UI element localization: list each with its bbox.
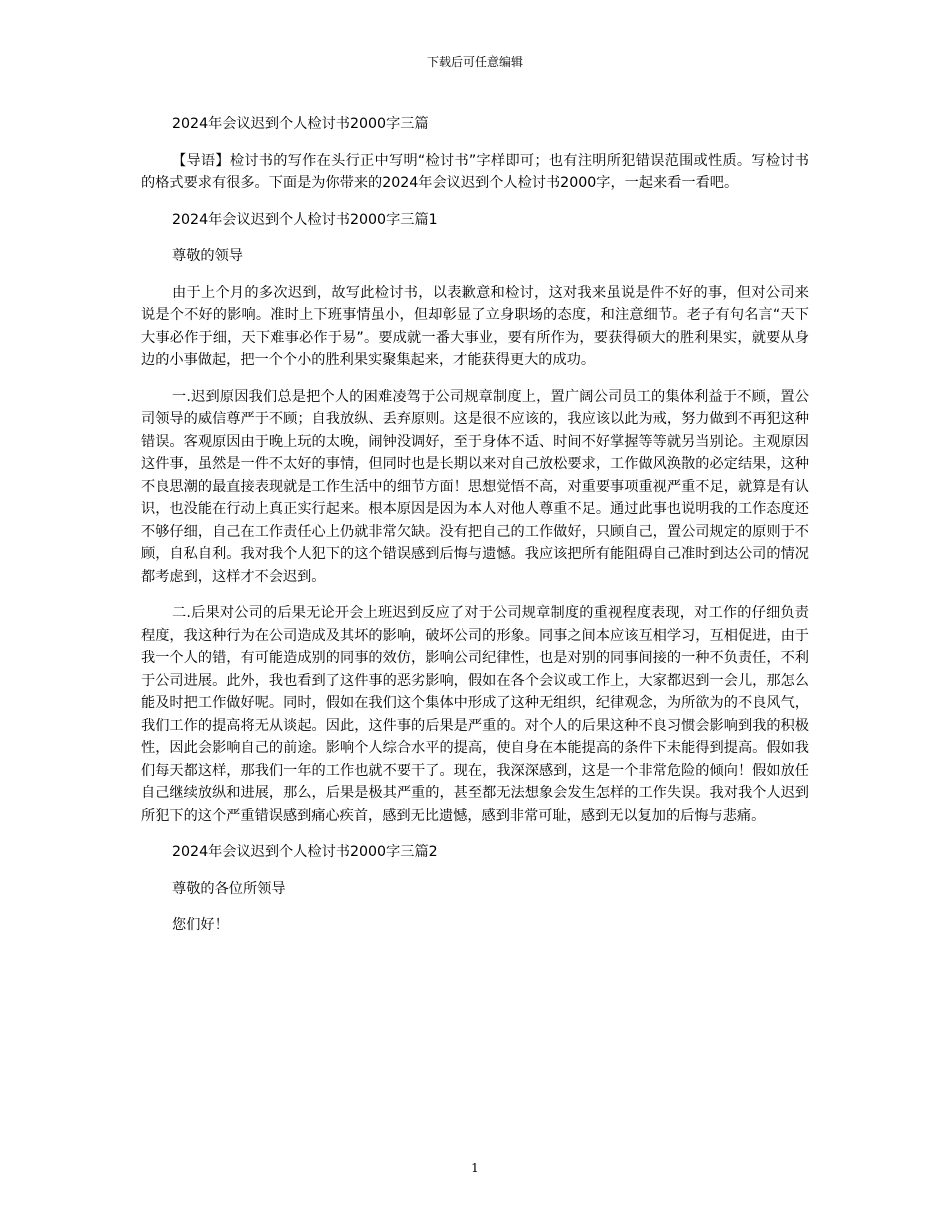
body-paragraph: 一.迟到原因我们总是把个人的困难凌驾于公司规章制度上，置广阔公司员工的集体利益于不顾，置公司领导的威信尊严于不顾；自我放纵、丢弃原则。这是很不应该的，我应该以此为戒，努力做到不再犯这种错误。客观原因由于晚上玩的太晚，闹钟没调好，至于身体不适、时间不好掌握等等就另当别论。主观原因这件事，虽然是一件不太好的事情，但同时也是长期以来对自己放松要求，工作做风涣散的必定结果，这种不良思潮的最直接表现就是工作生活中的细节方面！思想觉悟不高，对重要事项重视严重不足，就算是有认识，也没能在行动上真正实行起来。根本原因是因为本人对他人尊重不足。通过此事也说明我的工作态度还不够仔细，自己在工作责任心上仍就非常欠缺。没有把自己的工作做好，只顾自己，置公司规定的原则于不顾，自私自利。我对我个人犯下的这个错误感到后悔与遗憾。我应该把所有能阻碍自己准时到达公司的情况都考虑到，这样才不会迟到。 <box>141 388 809 585</box>
document-body <box>141 113 809 951</box>
salutation-2: 尊敬的各位所领导 <box>172 880 286 897</box>
body-paragraph: 由于上个月的多次迟到，故写此检讨书，以表歉意和检讨，这对我来虽说是件不好的事，但对公司来说是个不好的影响。准时上下班事情虽小，但却彰显了立身职场的态度，和注意细节。老子有句名言“天下大事必作于细，天下难事必作于易”。要成就一番大事业，要有所作为，要获得硕大的胜利果实，就要从身边的小事做起，把一个个小的胜利果实聚集起来，才能获得更大的成功。 <box>141 284 809 368</box>
greeting: 您们好！ <box>172 917 229 933</box>
page-number: 1 <box>471 1161 479 1175</box>
download-note: 下载后可任意编辑 <box>426 55 523 69</box>
section-heading-1: 2024年会议迟到个人检讨书2000字三篇1 <box>172 211 438 228</box>
body-paragraph: 二.后果对公司的后果无论开会上班迟到反应了对于公司规章制度的重视程度表现，对工作的仔细负责程度，我这种行为在公司造成及其坏的影响，破坏公司的形象。同事之间本应该互相学习，互相促进，由于我一个人的错，有可能造成别的同事的效仿，影响公司纪律性，也是对别的同事间接的一种不负责任，不利于公司进展。此外，我也看到了这件事的恶劣影响，假如在各个会议或工作上，大家都迟到一会儿，那怎么能及时把工作做好呢。同时，假如在我们这个集体中形成了这种无组织，纪律观念，为所欲为的不良风气，我们工作的提高将无从谈起。因此，这件事的后果是严重的。对个人的后果这种不良习惯会影响到我的积极性，因此会影响自己的前途。影响个人综合水平的提高，使自身在本能提高的条件下未能得到提高。假如我们每天都这样，那我们一年的工作也就不要干了。现在，我深深感到，这是一个非常危险的倾向！假如放任自己继续放纵和进展，那么，后果是极其严重的，甚至都无法想象会发生怎样的工作失误。我对我个人迟到所犯下的这个严重错误感到痛心疾首，感到无比遗憾，感到非常可耻，感到无以复加的后悔与悲痛。 <box>141 605 809 824</box>
salutation-1: 尊敬的领导 <box>172 248 243 264</box>
intro-paragraph: 【导语】检讨书的写作在头行正中写明“检讨书”字样即可；也有注明所犯错误范围或性质。写检讨书的格式要求有很多。下面是为你带来的2024年会议迟到个人检讨书2000字，一起来看一看吧。 <box>141 152 809 191</box>
document-title: 2024年会议迟到个人检讨书2000字三篇 <box>172 116 429 132</box>
section-heading-2: 2024年会议迟到个人检讨书2000字三篇2 <box>172 844 438 860</box>
